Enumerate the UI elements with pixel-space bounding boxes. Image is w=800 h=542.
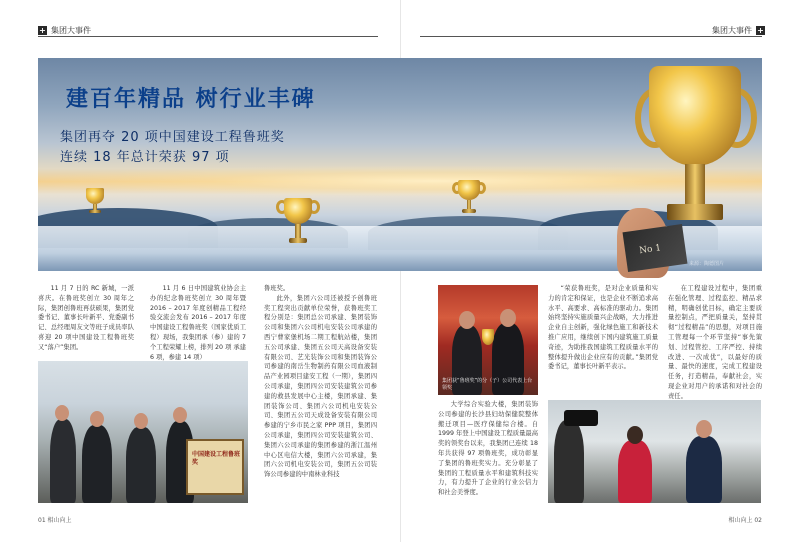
section-tag-right [712,25,765,36]
person-head [55,405,69,421]
trophy-plaque: No 1 [623,224,688,272]
award-sign: 中国建设工程鲁班奖 [186,439,244,495]
person-head [500,309,516,327]
person-figure [50,419,76,503]
person-figure [126,427,156,503]
person-figure [82,425,112,503]
header-rule-left [38,36,378,37]
person-head [696,420,712,438]
banner-subtitle-line1: 集团再夺 20 项中国建设工程鲁班奖 [60,130,285,145]
banner-title: 建百年精品 树行业丰碑 [66,87,316,112]
interviewee-figure [686,436,722,503]
article-column-1: 11 月 7 日的 RC 新城，一派喜庆。在鲁班奖创立 30 周年之际，集团创鲁班再获硕果，集团党委书记、董事长叶新平、党委副书记、总经理周友文等班子成员率队喜迎 20 项中国建设工程鲁班奖又“落户”集团。 [38,285,134,351]
award-photo [438,285,538,395]
article-column-6: 在工程建设过程中，集团重在强化管理、过程监控、精品求精，明确创优目标，确定主要质量控制点，严把质量关，坚持贯彻“过程精品”的思想，对项目施工管理每一个环节坚持“事先策划、过程管控、工序严控、持续改进、一次成优”，以最好的质量、最快的速度，完成工程建设任务，打造精品，奉献社会，实现企业对用户的承诺和对社会的责任。 [668,285,762,400]
plus-icon: + [39,26,46,35]
video-camera-icon [564,410,598,426]
section-tag-left [38,25,91,36]
award-photo-caption: 集团获“鲁班奖”的分（子）公司代表上台领奖 [442,378,533,391]
plus-icon: + [757,26,764,35]
trophy-icon [482,329,494,345]
person-head [627,426,643,444]
article-column-3: 鲁班奖。 此外，集团六公司还被授予创鲁班奖工程突出贡献单位荣誉，获鲁班奖工程分别是：集团总公司承建、集团装饰公司和集团六公司机电安装公司承建的西宁曹家堡机场二期工程航站楼，集团五公司承建、集团五公司天高设备安装有限公司、艺光装饰公司和集团装饰公司参建的南岳生物制药有限公司血液制品产业园项目建安工程（一期），集团四公司承建，集团四公司安装建筑公司参建的救县发展中心主楼，集团承建、集团装饰公司、集团六公司机电安装公司、集团五公司天成设备安装有限公司参建的宁乡市民之家 PPP 项目，集团四公司承建，集团四公司安装建筑公司、集团六公司承建的集团参建的浙江温州中心区电信大楼，集团六公司承建，集团六公司机电安装公司，集团五公司装饰公司参建的中南林业科技 [264,285,377,479]
trophy-cup [649,66,741,166]
camera-operator [554,420,584,503]
article-column-5-lower: 大学综合实验大楼，集团装饰公司参建的长沙县妇幼保健院整体搬迁项目—医疗保健综合楼。自 1999 年登上中国建设工程质量最高奖的领奖台以来，我集团已连续 18 年共获得 97 项鲁班奖，成功彰显了集团的鲁班奖实力。充分彰显了集团的工程质量水平和建筑科技实力，有力提升了企业的行业公信力和社会美誉度。 [438,401,538,497]
page-number-left: 01 相山向上 [38,517,72,524]
banner-subtitle-line2: 连续 18 年总计荣获 97 项 [60,150,230,165]
article-column-2: 11 月 6 日中国建筑业协会主办的纪念鲁班奖创立 30 周年暨 2016 – 2017 年度创精品工程经验交流会发布 2016 – 2017 年度中国建设工程鲁班奖（国家优质工程）现场，我集团承（参）建的 7 个工程荣耀上榜，排列 20 项 承建 6 项，参建 14 项） [150,285,246,361]
person-head [90,411,104,427]
reporter-figure [618,440,652,503]
person-head [173,407,187,423]
trophy-base [667,204,723,220]
trophy-stem [685,164,705,204]
photo-credit: 来源：陶德图片 [688,261,724,267]
large-trophy [617,58,762,271]
person-head [459,311,475,329]
section-tag-label: 集团大事件 [51,26,91,35]
article-column-5: “荣获鲁班奖，是对企业质量和实力的肯定和保证，也是企业不断追求高水平、高要求、高标准的驱动力。集团始终坚持实施质量兴企战略，大力推进企业自主创新，强化绿色施工和新技术推广应用，继续创下国内建筑施工质量奇迹，为助推我国建筑工程质量水平的整体提升做出企业应有的贡献。”集团党委书记，董事长叶新平表示。 [548,285,658,371]
interview-photo [548,400,761,503]
header-rule-right [420,36,762,37]
page-number-right: 相山向上 02 [728,517,762,524]
award-ceremony-photo [38,361,248,503]
person-head [134,413,148,429]
section-tag-label: 集团大事件 [712,26,752,35]
